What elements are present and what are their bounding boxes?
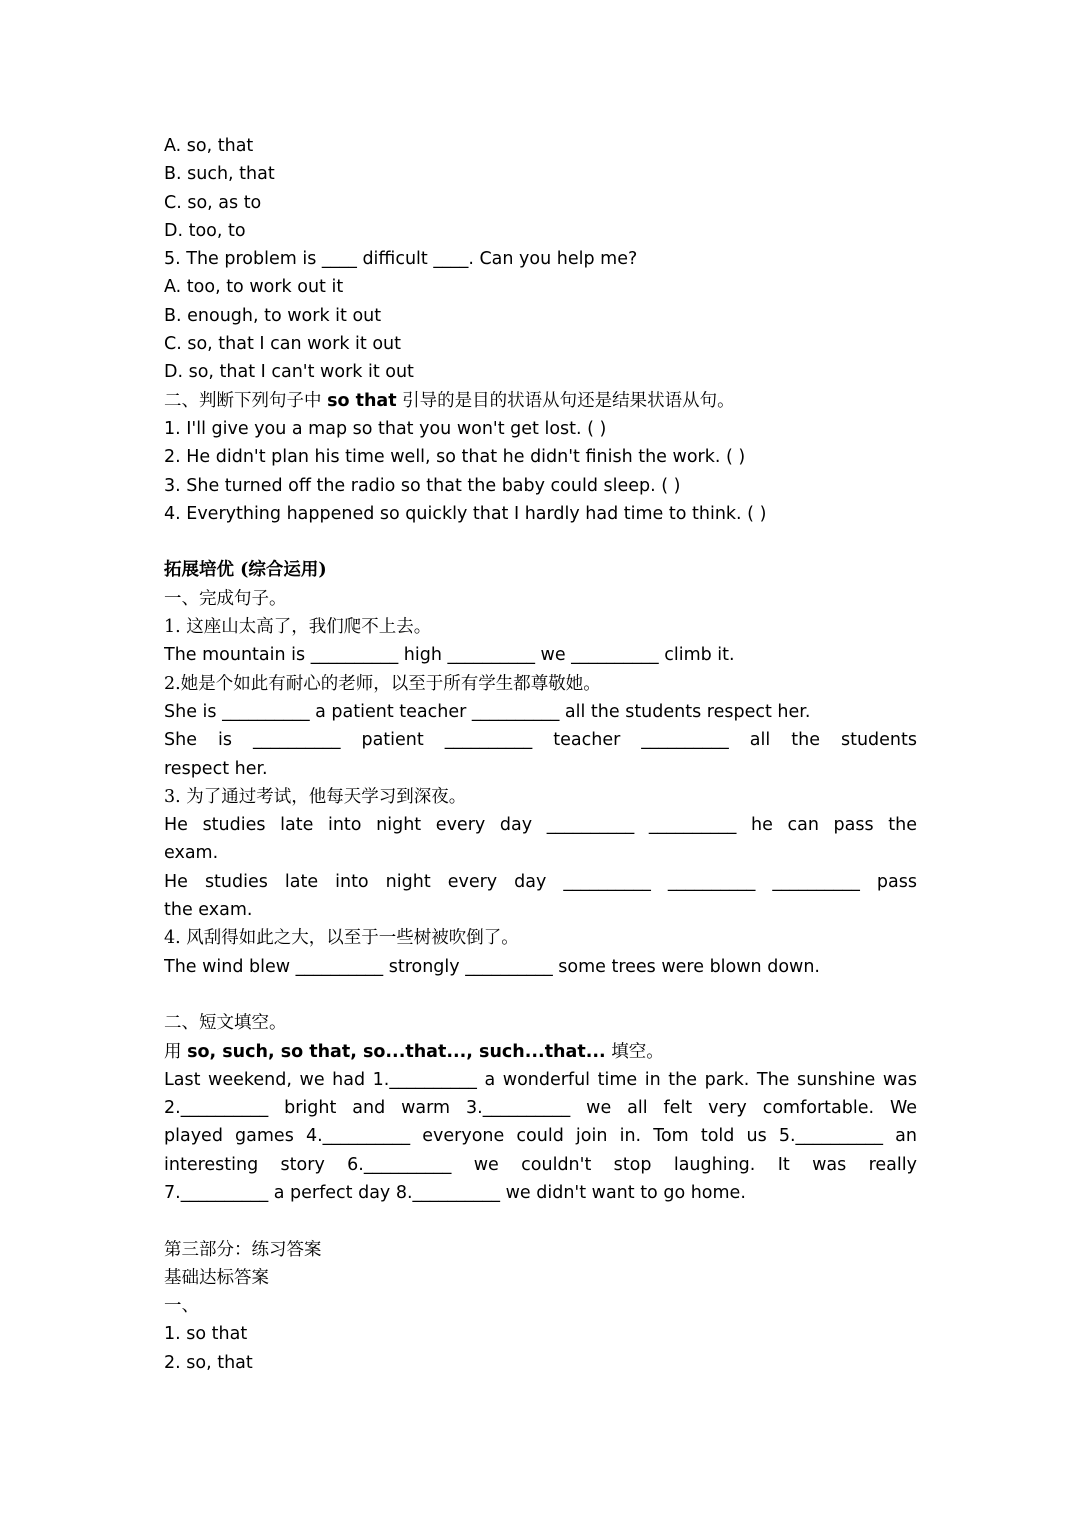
answer-1: 1. so that bbox=[164, 1324, 248, 1345]
part1-heading: 一、完成句子。 bbox=[164, 588, 287, 609]
section2-item-4: 4. Everything happened so quickly that I hardly had time to think. ( ) bbox=[164, 503, 767, 524]
q4-option-a: A. so, that bbox=[164, 136, 254, 156]
section2-item-2: 2. He didn't plan his time well, so that he didn't finish the work. ( ) bbox=[164, 447, 746, 468]
sentence-4-chinese: 4. 风刮得如此之大，以至于一些树被吹倒了。 bbox=[164, 928, 519, 949]
sentence-1-english: The mountain is __________ high __________ we __________ climb it. bbox=[164, 645, 735, 666]
extension-title: 拓展培优 (综合运用) bbox=[164, 560, 327, 581]
part2-instruction bbox=[164, 1038, 917, 1066]
passage-line-1: Last weekend, we had 1.__________ a wonderful time in the park. The sunshine was bbox=[164, 1069, 917, 1090]
spacer bbox=[164, 1207, 917, 1235]
q4-option-b: B. such, that bbox=[164, 164, 275, 185]
section2-item-1: 1. I'll give you a map so that you won't get lost. ( ) bbox=[164, 418, 607, 439]
answer-2: 2. so, that bbox=[164, 1352, 253, 1373]
q4-option-c: C. so, as to bbox=[164, 192, 262, 213]
answers-basic-title: 基础达标答案 bbox=[164, 1267, 269, 1288]
section2-heading-post: 引导的是目的状语从句还是结果状语从句。 bbox=[396, 390, 735, 411]
passage-line-2: 2.__________ bright and warm 3.__________ we all felt very comfortable. We bbox=[164, 1098, 917, 1119]
sentence-2-english-2a: She is __________ patient __________ teacher __________ all the students bbox=[164, 730, 917, 751]
part2-heading: 二、短文填空。 bbox=[164, 1013, 287, 1034]
sentence-3-english-1b: exam. bbox=[164, 843, 219, 864]
q5-option-b: B. enough, to work it out bbox=[164, 305, 382, 326]
sentence-3-chinese: 3. 为了通过考试，他每天学习到深夜。 bbox=[164, 786, 467, 807]
answers-part-title: 第三部分：练习答案 bbox=[164, 1239, 322, 1260]
worksheet-page bbox=[164, 132, 917, 1377]
section2-heading-bold: so that bbox=[327, 390, 397, 411]
sentence-2-english-2b: respect her. bbox=[164, 758, 268, 779]
q5-option-a: A. too, to work out it bbox=[164, 277, 344, 298]
part2-instruction-pre: 用 bbox=[164, 1041, 188, 1062]
sentence-3-english-2a: He studies late into night every day __________ __________ __________ pass bbox=[164, 871, 917, 892]
passage-line-4: interesting story 6.__________ we couldn't stop laughing. It was really bbox=[164, 1154, 917, 1175]
sentence-2-english-1: She is __________ a patient teacher __________ all the students respect her. bbox=[164, 701, 811, 722]
passage-line-5: 7.__________ a perfect day 8.__________ we didn't want to go home. bbox=[164, 1182, 746, 1203]
section2-item-3: 3. She turned off the radio so that the baby could sleep. ( ) bbox=[164, 475, 681, 496]
answers-section-label: 一、 bbox=[164, 1296, 199, 1317]
part2-instruction-bold: so, such, so that, so...that..., such...that... bbox=[187, 1041, 606, 1062]
sentence-3-english-1a: He studies late into night every day __________ __________ he can pass the bbox=[164, 815, 917, 836]
sentence-1-chinese: 1. 这座山太高了，我们爬不上去。 bbox=[164, 617, 432, 638]
q5-question: 5. The problem is ____ difficult ____. Can you help me? bbox=[164, 249, 638, 270]
q5-option-d: D. so, that I can't work it out bbox=[164, 362, 414, 383]
sentence-4-english: The wind blew __________ strongly __________ some trees were blown down. bbox=[164, 956, 820, 977]
part2-instruction-post: 填空。 bbox=[605, 1041, 664, 1062]
sentence-2-chinese: 2.她是个如此有耐心的老师，以至于所有学生都尊敬她。 bbox=[164, 673, 601, 694]
q4-option-d: D. too, to bbox=[164, 220, 246, 241]
q5-option-c: C. so, that I can work it out bbox=[164, 334, 401, 355]
section2-heading-pre: 二、判断下列句子中 bbox=[164, 390, 328, 411]
spacer bbox=[164, 528, 917, 556]
passage-line-3: played games 4.__________ everyone could join in. Tom told us 5.__________ an bbox=[164, 1126, 917, 1147]
spacer bbox=[164, 981, 917, 1009]
section2-heading bbox=[164, 387, 917, 415]
sentence-3-english-2b: the exam. bbox=[164, 900, 253, 921]
